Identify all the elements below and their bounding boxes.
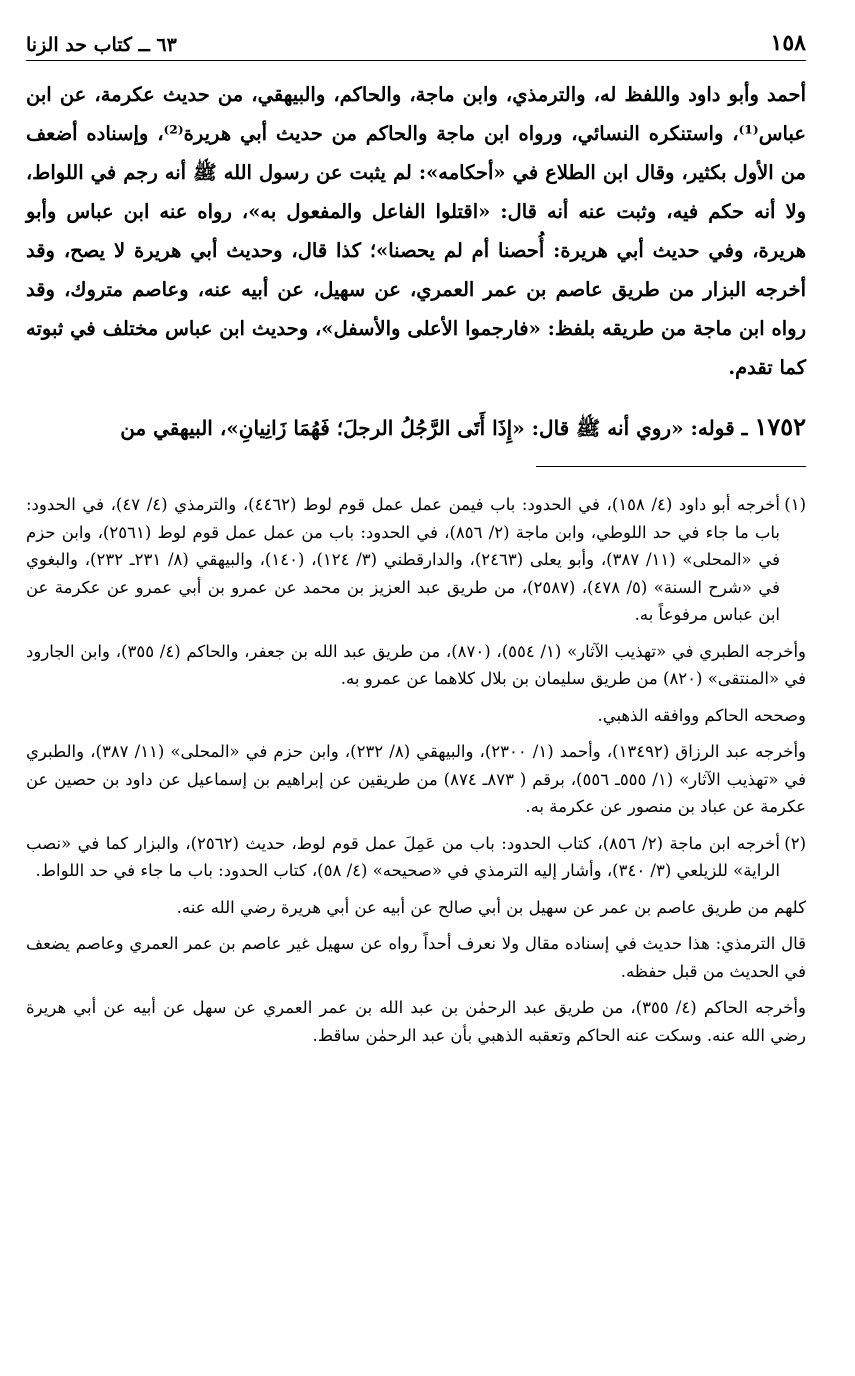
page-header (26, 18, 806, 61)
footnote-paragraph: قال الترمذي: هذا حديث في إسناده مقال ولا نعرف أحداً رواه عن سهيل غير عاصم بن عمر العمري وعاصم يضعف في الحديث من قبل حفظه. (26, 934, 806, 981)
main-paragraph: أحمد وأبو داود واللفظ له، والترمذي، وابن ماجة، والحاكم، والبيهقي، من حديث عكرمة، عن ابن عباس⁽¹⁾، واستنكره النسائي، ورواه ابن ماجة والحاكم من حديث أبي هريرة⁽²⁾، وإسناده أضعف من الأول بكثير، وقال ابن الطلاع في «أحكامه»: لم يثبت عن رسول الله ﷺ أنه رجم في اللواط، ولا أنه حكم فيه، وثبت عنه أنه قال: «اقتلوا الفاعل والمفعول به»، رواه عنه ابن عباس وأبو هريرة، وفي حديث أبي هريرة: أُحصنا أم لم يحصنا»؛ كذا قال، وحديث أبي هريرة لا يصح، وقد أخرجه البزار من طريق عاصم بن عمر العمري، عن سهيل، عن أبيه عنه، وعاصم متروك، وقد رواه ابن ماجة من طريقه بلفظ: «فارجموا الأعلى والأسفل»، وحديث ابن عباس مختلف في ثبوته كما تقدم. (26, 83, 806, 379)
footnote-2 (26, 830, 806, 885)
main-text (26, 75, 806, 387)
footnote-paragraph: وصححه الحاكم ووافقه الذهبي. (597, 705, 806, 725)
footnote-paragraph: وأخرجه الطبري في «تهذيب الآثار» (١/ ٥٥٤)، (٨٧٠)، من طريق عبد الله بن جعفر، والحاكم (٤/ ٣٥٥)، وابن الجارود في «المنتقى» (٨٢٠) من طريق سليمان بن بلال كلاهما عن عمرو به. (26, 641, 807, 688)
entry-text: ـ قوله: «روي أنه ﷺ قال: «إِذَا أَتَى الرَّجُلُ الرجلَ؛ فَهُمَا زَانِيانِ»، البيهقي من (120, 416, 748, 440)
book-page (26, 18, 806, 1358)
chapter-title: ٦٣ ــ كتاب حد الزنا (26, 34, 177, 56)
entry-number: ١٧٥٢ (754, 412, 806, 441)
entry-paragraph (26, 407, 806, 448)
footnote-paragraph: كلهم من طريق عاصم بن عمر عن سهيل بن أبي صالح عن أبيه عن أبي هريرة رضي الله عنه. (176, 897, 806, 917)
footnote-text: أخرجه ابن ماجة (٢/ ٨٥٦)، كتاب الحدود: باب من عَمِلَ عمل قوم لوط، حديث (٢٥٦٢)، والبزار كما في «نصب الراية» للزيلعي (٣/ ٣٤٠)، وأشار إليه الترمذي في «صحيحه» (٤/ ٥٨)، كتاب الحدود: باب ما جاء في حد اللواط. (26, 833, 780, 880)
footnotes (26, 491, 806, 1049)
footnote-marker: (٢) (784, 833, 806, 853)
footnote-paragraph: وأخرجه عبد الرزاق (١٣٤٩٢)، وأحمد (١/ ٢٣٠٠)، والبيهقي (٨/ ٢٣٢)، وابن حزم في «المحلى» (١١/ ٣٨٧)، والطبري في «تهذيب الآثار» (١/ ٥٥٥ـ ٥٥٦)، برقم ( ٨٧٣ـ ٨٧٤) من طريقين عن إبراهيم بن إسماعيل عن داود بن حصين عن عكرمة عن عباد بن منصور عن عكرمة به. (26, 742, 806, 816)
footnote-separator (536, 466, 806, 467)
footnote-text: أخرجه أبو داود (٤/ ١٥٨)، في الحدود: باب فيمن عمل عمل قوم لوط (٤٤٦٢)، والترمذي (٤/ ٤٧)، في الحدود: باب ما جاء في حد اللوطي، وابن ماجة (٢/ ٨٥٦)، في الحدود: باب من عمل عمل قوم لوط (٢٥٦١)، وابن حزم في «المحلى» (١١/ ٣٨٧)، وأبو يعلى (٢٤٦٣)، والدارقطني (٣/ ١٢٤)، (١٤٠)، والبيهقي (٨/ ٢٣١ـ ٢٣٢)، والبغوي في «شرح السنة» (٥/ ٤٧٨)، (٢٥٨٧)، من طريق عبد العزيز بن محمد عن عمرو بن أبي عمرو عن عكرمة عن ابن عباس مرفوعاً به. (26, 495, 781, 624)
footnote-marker: (١) (784, 495, 806, 514)
footnote-1 (26, 491, 806, 629)
page-number: ١٥٨ (770, 30, 806, 56)
footnote-paragraph: وأخرجه الحاكم (٤/ ٣٥٥)، من طريق عبد الرحمٰن بن عبد الله بن عمر العمري عن سهل عن أبيه عن أبي هريرة رضي الله عنه. وسكت عنه الحاكم وتعقبه الذهبي بأن عبد الرحمٰن ساقط. (26, 998, 806, 1045)
